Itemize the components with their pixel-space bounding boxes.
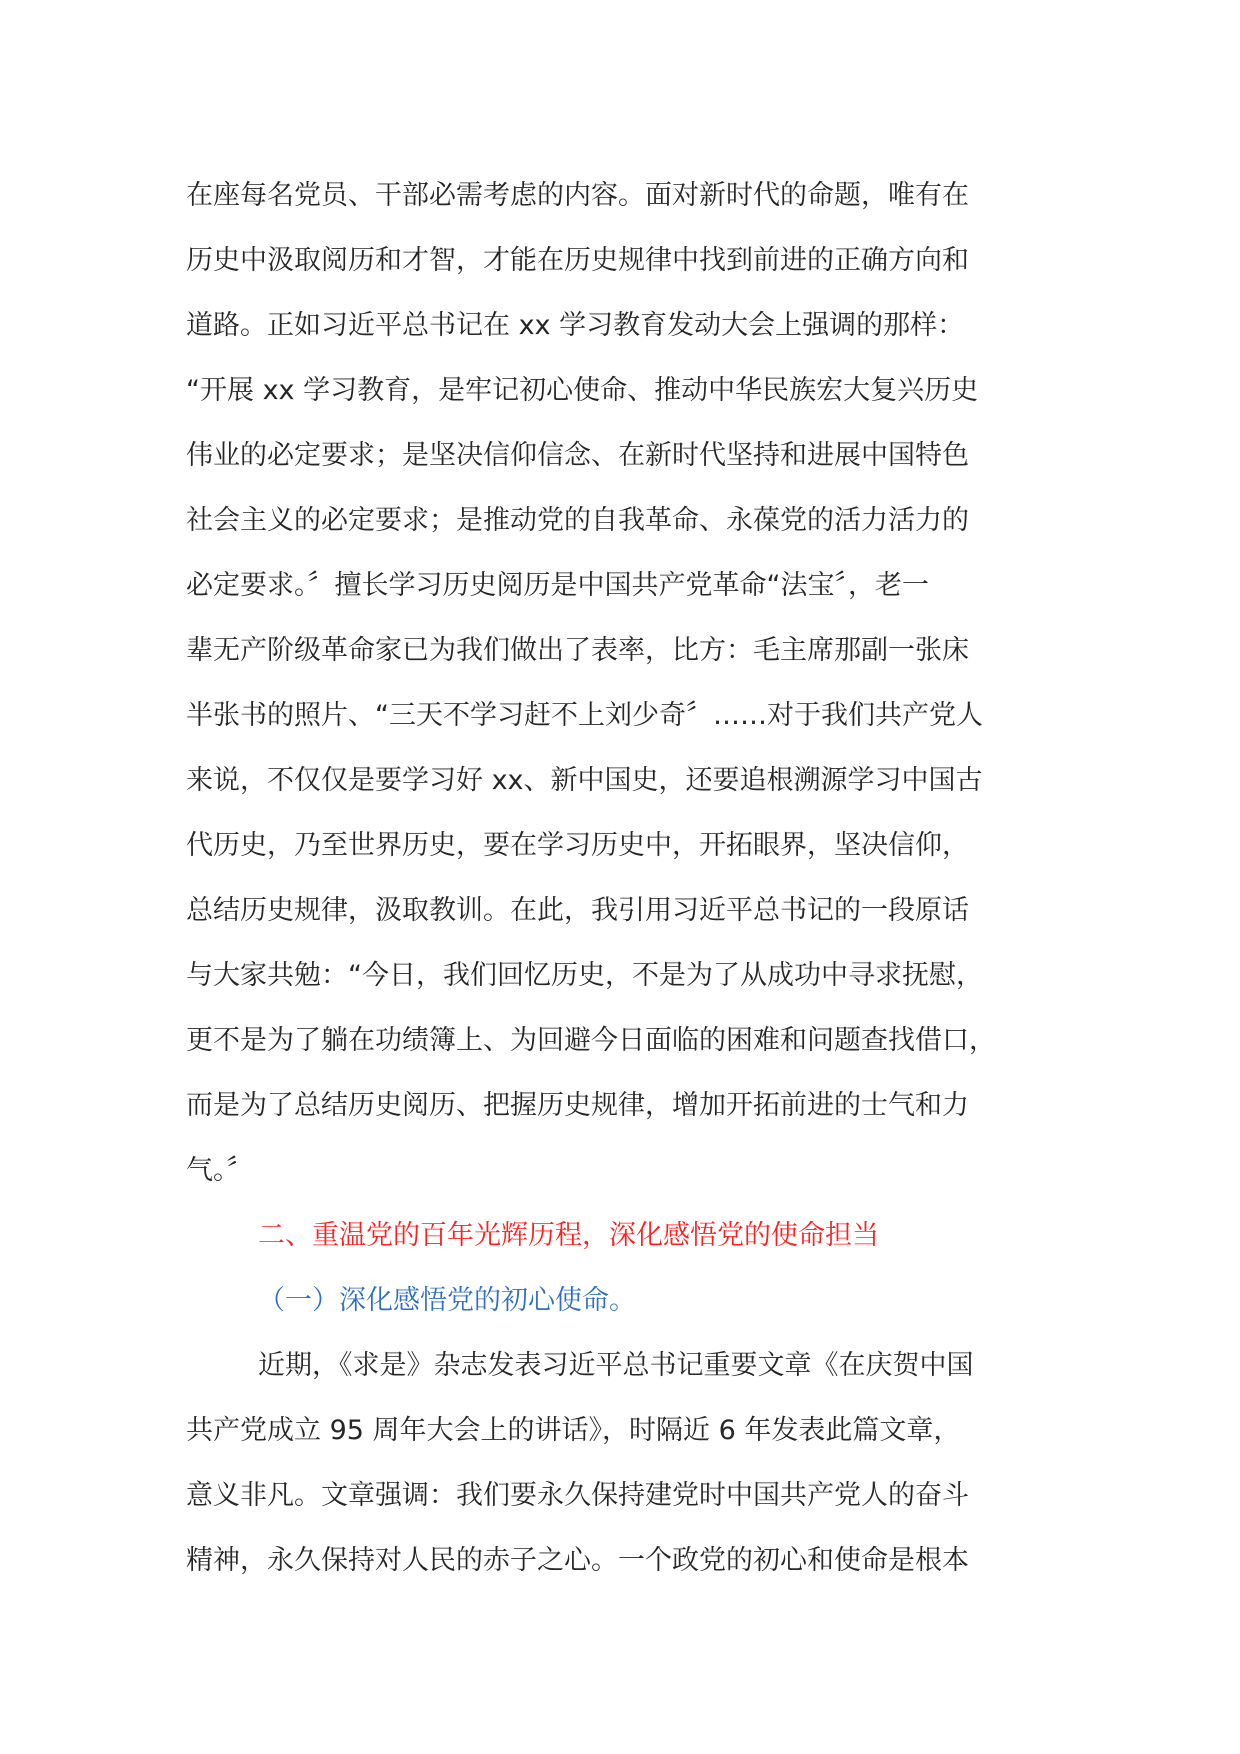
paragraph-line: 而是为了总结历史阅历、把握历史规律，增加开拓前进的士气和力 [186, 1090, 969, 1121]
paragraph-line: 社会主义的必定要求；是推动党的自我革命、永葆党的活力活力的 [186, 505, 969, 536]
paragraph-line: 精神，永久保持对人民的赤子之心。一个政党的初心和使命是根本 [186, 1545, 969, 1576]
paragraph-line: 意义非凡。文章强调：我们要永久保持建党时中国共产党人的奋斗 [186, 1480, 969, 1511]
document-body [186, 163, 1062, 1593]
section-heading: 二、重温党的百年光辉历程，深化感悟党的使命担当 [258, 1220, 879, 1251]
paragraph-line: 共产党成立 95 周年大会上的讲话》，时隔近 6 年发表此篇文章， [186, 1415, 961, 1446]
paragraph-line: 更不是为了躺在功绩簿上、为回避今日面临的困难和问题查找借口， [186, 1025, 996, 1056]
paragraph-line: 辈无产阶级革命家已为我们做出了表率，比方：毛主席那副一张床 [186, 635, 969, 666]
paragraph-line: 半张书的照片、“三天不学习赶不上刘少奇〞……对于我们共产党人 [186, 700, 983, 731]
paragraph-line: 与大家共勉：“今日，我们回忆历史，不是为了从成功中寻求抚慰， [186, 960, 983, 991]
paragraph-line: “开展 xx 学习教育，是牢记初心使命、推动中华民族宏大复兴历史 [186, 375, 979, 406]
paragraph-line: 气。〞 [186, 1155, 254, 1186]
paragraph-line: 代历史，乃至世界历史，要在学习历史中，开拓眼界，坚决信仰， [186, 830, 969, 861]
paragraph-line: 总结历史规律，汲取教训。在此，我引用习近平总书记的一段原话 [186, 895, 969, 926]
paragraph-line: 在座每名党员、干部必需考虑的内容。面对新时代的命题，唯有在 [186, 180, 969, 211]
paragraph-line: 道路。正如习近平总书记在 xx 学习教育发动大会上强调的那样： [186, 310, 965, 341]
paragraph-line: 近期，《求是》杂志发表习近平总书记重要文章《在庆贺中国 [258, 1350, 974, 1381]
subsection-heading: （一）深化感悟党的初心使命。 [258, 1285, 636, 1316]
paragraph-line: 伟业的必定要求；是坚决信仰信念、在新时代坚持和进展中国特色 [186, 440, 969, 471]
paragraph-line: 历史中汲取阅历和才智，才能在历史规律中找到前进的正确方向和 [186, 245, 969, 276]
paragraph-line: 来说，不仅仅是要学习好 xx、新中国史，还要追根溯源学习中国古 [186, 765, 983, 796]
paragraph-line: 必定要求。〞擅长学习历史阅历是中国共产党革命“法宝〞，老一 [186, 570, 929, 601]
